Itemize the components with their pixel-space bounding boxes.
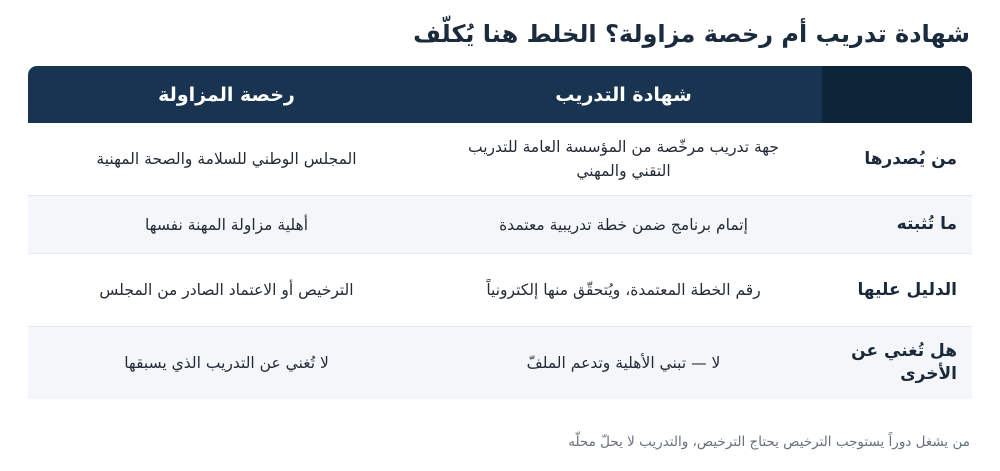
training-certificate-cell: رقم الخطة المعتمدة، ويُتحقّق منها إلكترونياً (486, 281, 761, 299)
table-row (28, 327, 972, 399)
header-training-certificate: شهادة التدريب (555, 83, 692, 106)
footnote: من يشغل دوراً يستوجب الترخيص يحتاج الترخيص، والتدريب لا يحلّ محلّه (568, 434, 970, 450)
row-label: ما تُثبته (896, 214, 957, 234)
training-certificate-cell: جهة تدريب مرخّصة من المؤسسة العامة للتدريب التقني والمهني (467, 138, 779, 180)
practice-license-cell: المجلس الوطني للسلامة والصحة المهنية (96, 150, 357, 168)
practice-license-cell: أهلية مزاولة المهنة نفسها (144, 215, 309, 234)
practice-license-cell: الترخيص أو الاعتماد الصادر من المجلس (99, 281, 354, 299)
table-header (28, 66, 972, 123)
row-label: هل تُغني عن الأخرى (851, 341, 957, 384)
page-title: شهادة تدريب أم رخصة مزاولة؟ الخلط هنا يُكلّف (413, 20, 970, 48)
comparison-table (28, 66, 972, 399)
header-label-cell (822, 66, 972, 123)
training-certificate-cell: إتمام برنامج ضمن خطة تدريبية معتمدة (499, 215, 748, 234)
training-certificate-cell: لا — تبني الأهلية وتدعم الملفّ (526, 354, 721, 372)
practice-license-cell: لا تُغني عن التدريب الذي يسبقها (124, 354, 329, 372)
table-row (28, 196, 972, 254)
table-row (28, 254, 972, 327)
table-row (28, 123, 972, 196)
row-label: الدليل عليها (857, 279, 957, 300)
header-practice-license: رخصة المزاولة (158, 83, 295, 106)
row-label: من يُصدرها (864, 148, 957, 169)
